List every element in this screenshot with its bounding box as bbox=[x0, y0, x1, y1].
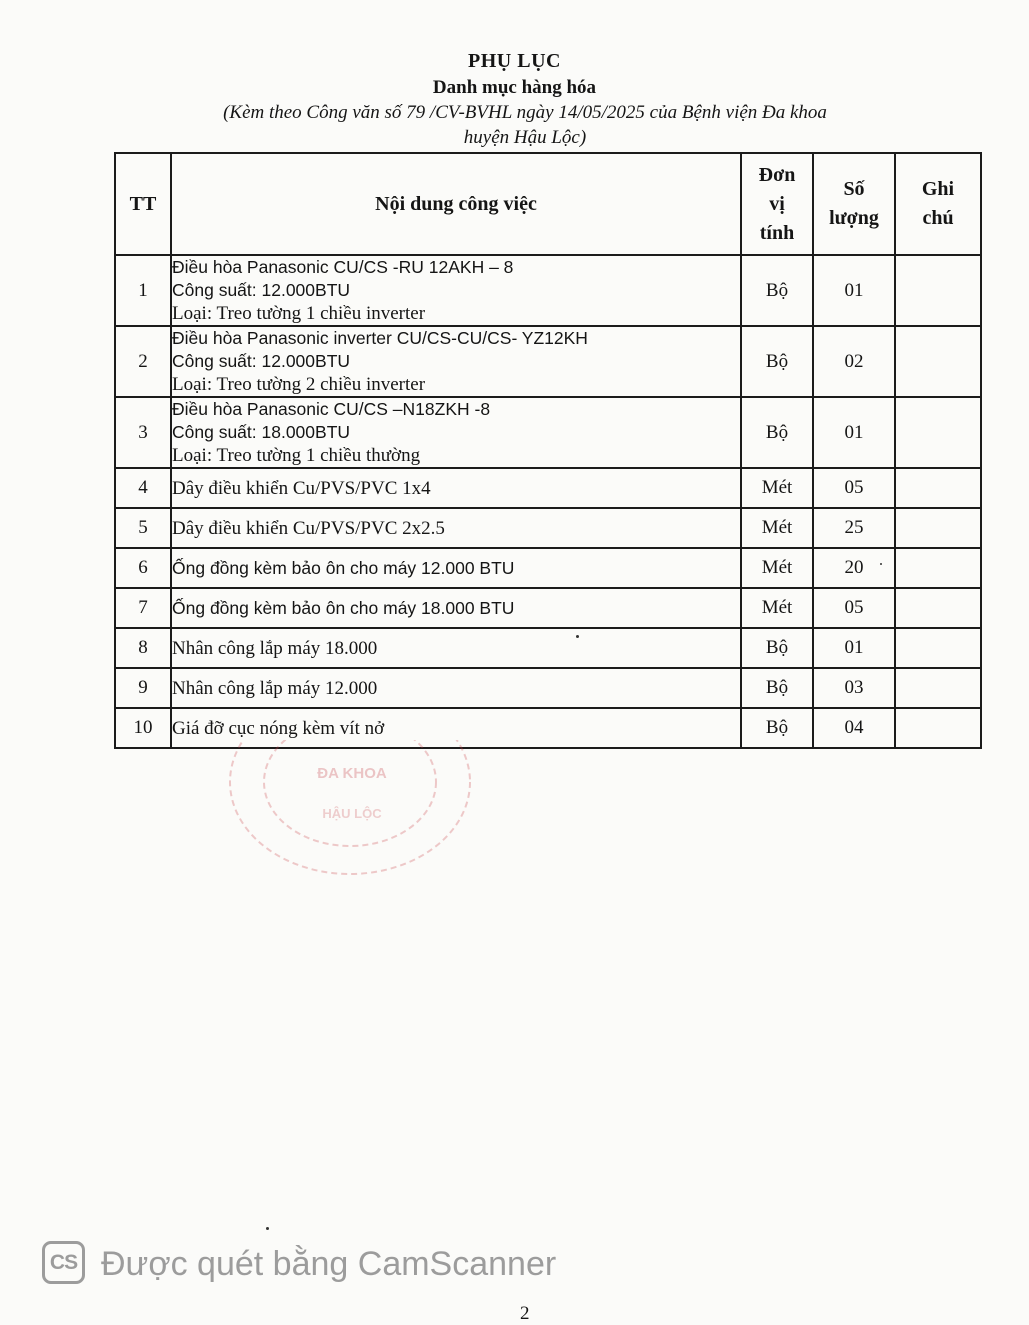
row-content bbox=[171, 397, 741, 468]
row-quantity: 01 bbox=[813, 397, 895, 468]
row-quantity: 02 bbox=[813, 326, 895, 397]
header-unit-line-2: vị bbox=[769, 192, 785, 215]
row-content bbox=[171, 588, 741, 628]
content-line-type: Loại: Treo tường 1 chiều thường bbox=[172, 445, 421, 466]
reference-note-line-2: huyện Hậu Lộc) bbox=[463, 127, 587, 148]
scan-speck bbox=[266, 1227, 269, 1230]
table-row bbox=[115, 668, 981, 708]
row-quantity: 20 bbox=[813, 548, 895, 588]
header-note-line-2: chú bbox=[922, 207, 954, 229]
scan-speck bbox=[576, 635, 579, 638]
table-row bbox=[115, 326, 981, 397]
row-content bbox=[171, 255, 741, 326]
scan-speck bbox=[880, 563, 882, 565]
table-header-row bbox=[115, 153, 981, 255]
row-unit: Mét bbox=[741, 548, 813, 588]
row-quantity: 04 bbox=[813, 708, 895, 748]
row-note bbox=[895, 548, 981, 588]
row-unit: Bộ bbox=[741, 628, 813, 668]
row-tt: 9 bbox=[115, 668, 171, 708]
page-number: 2 bbox=[520, 1303, 530, 1324]
document-subtitle: Danh mục hàng hóa bbox=[432, 77, 597, 98]
stamp-text-line-1: ĐA KHOA bbox=[317, 765, 387, 782]
camscanner-watermark-text: Được quét bằng CamScanner bbox=[101, 1245, 557, 1283]
row-quantity: 05 bbox=[813, 468, 895, 508]
row-note bbox=[895, 397, 981, 468]
content-line: Nhân công lắp máy 12.000 bbox=[172, 677, 378, 699]
row-note bbox=[895, 588, 981, 628]
row-quantity: 05 bbox=[813, 588, 895, 628]
row-content bbox=[171, 668, 741, 708]
header-content: Nội dung công việc bbox=[171, 153, 741, 255]
table-row bbox=[115, 548, 981, 588]
row-unit: Bộ bbox=[741, 255, 813, 326]
reference-note-line-1: (Kèm theo Công văn số 79 /CV-BVHL ngày 14/05/2025 của Bệnh viện Đa khoa bbox=[223, 102, 827, 123]
row-quantity: 01 bbox=[813, 628, 895, 668]
row-note bbox=[895, 668, 981, 708]
row-content bbox=[171, 508, 741, 548]
header-tt: TT bbox=[115, 153, 171, 255]
document-title: PHỤ LỤC bbox=[468, 50, 561, 72]
content-line: Ống đồng kèm bảo ôn cho máy 12.000 BTU bbox=[172, 557, 515, 578]
row-tt: 4 bbox=[115, 468, 171, 508]
header-unit-line-3: tính bbox=[759, 221, 795, 244]
content-line: Nhân công lắp máy 18.000 bbox=[172, 637, 378, 659]
row-unit: Bộ bbox=[741, 326, 813, 397]
header-quantity-line-1: Số bbox=[843, 178, 865, 200]
row-unit: Mét bbox=[741, 588, 813, 628]
row-content bbox=[171, 326, 741, 397]
content-line: Giá đỡ cục nóng kèm vít nở bbox=[172, 717, 385, 739]
row-tt: 3 bbox=[115, 397, 171, 468]
table-row bbox=[115, 588, 981, 628]
row-tt: 10 bbox=[115, 708, 171, 748]
row-note bbox=[895, 326, 981, 397]
row-note bbox=[895, 468, 981, 508]
row-content bbox=[171, 548, 741, 588]
goods-table bbox=[114, 152, 982, 749]
document-reference-note bbox=[150, 100, 900, 150]
content-line-model: Điều hòa Panasonic CU/CS -RU 12AKH – 8 bbox=[172, 257, 514, 277]
header-unit-line-1: Đơn bbox=[758, 163, 796, 186]
table-row bbox=[115, 397, 981, 468]
row-unit: Bộ bbox=[741, 668, 813, 708]
row-note bbox=[895, 628, 981, 668]
table-row bbox=[115, 468, 981, 508]
row-quantity: 01 bbox=[813, 255, 895, 326]
content-line-capacity: Công suất: 12.000BTU bbox=[172, 280, 351, 300]
header-note-line-1: Ghi bbox=[921, 178, 955, 200]
content-line: Dây điều khiển Cu/PVS/PVC 1x4 bbox=[172, 477, 431, 499]
row-note bbox=[895, 508, 981, 548]
row-content bbox=[171, 468, 741, 508]
content-line-capacity: Công suất: 18.000BTU bbox=[172, 422, 351, 442]
table-row bbox=[115, 628, 981, 668]
stamp-text-line-2: HẬU LỘC bbox=[322, 806, 382, 821]
row-unit: Mét bbox=[741, 508, 813, 548]
content-line: Ống đồng kèm bảo ôn cho máy 18.000 BTU bbox=[172, 597, 515, 618]
table-row bbox=[115, 255, 981, 326]
content-line-capacity: Công suất: 12.000BTU bbox=[172, 351, 351, 371]
faded-seal-stamp bbox=[222, 740, 492, 880]
header-quantity-line-2: lượng bbox=[829, 207, 879, 229]
content-line-type: Loại: Treo tường 2 chiều inverter bbox=[172, 374, 426, 395]
row-tt: 7 bbox=[115, 588, 171, 628]
content-line: Dây điều khiển Cu/PVS/PVC 2x2.5 bbox=[172, 517, 445, 539]
row-tt: 2 bbox=[115, 326, 171, 397]
row-tt: 1 bbox=[115, 255, 171, 326]
row-note bbox=[895, 255, 981, 326]
row-note bbox=[895, 708, 981, 748]
row-unit: Mét bbox=[741, 468, 813, 508]
row-tt: 5 bbox=[115, 508, 171, 548]
row-content bbox=[171, 628, 741, 668]
header-quantity bbox=[813, 153, 895, 255]
row-quantity: 03 bbox=[813, 668, 895, 708]
header-note bbox=[895, 153, 981, 255]
camscanner-logo-icon: CS bbox=[42, 1241, 85, 1284]
content-line-model: Điều hòa Panasonic CU/CS –N18ZKH -8 bbox=[172, 399, 491, 419]
row-unit: Bộ bbox=[741, 708, 813, 748]
row-tt: 8 bbox=[115, 628, 171, 668]
content-line-model: Điều hòa Panasonic inverter CU/CS-CU/CS- YZ12KH bbox=[172, 328, 588, 348]
content-line-type: Loại: Treo tường 1 chiều inverter bbox=[172, 303, 426, 324]
row-tt: 6 bbox=[115, 548, 171, 588]
header-unit bbox=[741, 153, 813, 255]
row-unit: Bộ bbox=[741, 397, 813, 468]
row-quantity: 25 bbox=[813, 508, 895, 548]
table-row bbox=[115, 508, 981, 548]
